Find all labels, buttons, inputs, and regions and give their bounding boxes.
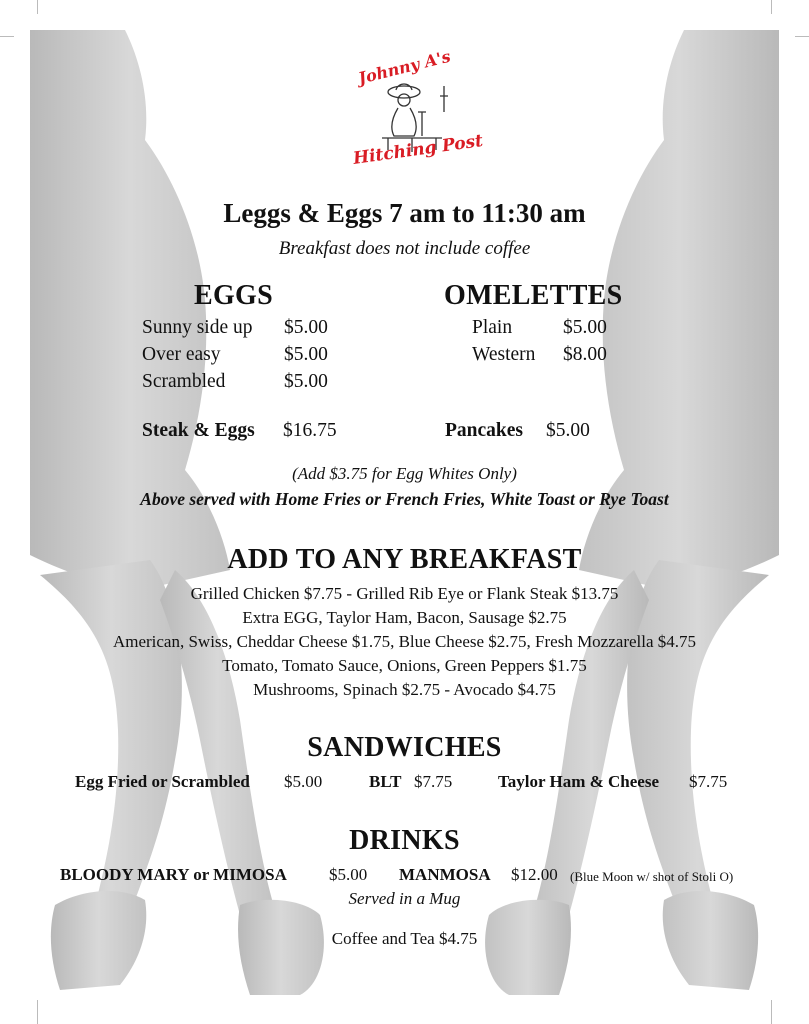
drink-item-price: $5.00 xyxy=(329,865,368,884)
coffee-tea-item: Coffee and Tea $4.75 xyxy=(331,929,478,948)
eggs-item-price: $5.00 xyxy=(284,317,328,338)
add-on-line: Extra EGG, Taylor Ham, Bacon, Sausage $2.75 xyxy=(242,608,567,627)
add-on-line: Tomato, Tomato Sauce, Onions, Green Peppers $1.75 xyxy=(222,656,587,675)
eggs-item-name: Sunny side up xyxy=(142,317,253,338)
crop-mark-bottom-left xyxy=(37,1000,38,1024)
eggs-item-name: Over easy xyxy=(142,344,221,365)
crop-mark-top-right-h xyxy=(795,36,809,37)
egg-whites-note: (Add $3.75 for Egg Whites Only) xyxy=(292,464,517,483)
drink-item-name: BLOODY MARY or MIMOSA xyxy=(60,865,287,884)
served-in-mug-note: Served in a Mug xyxy=(348,889,461,908)
steak-eggs-price: $16.75 xyxy=(283,420,337,441)
steak-eggs-name: Steak & Eggs xyxy=(142,420,255,441)
sandwich-item-name: Egg Fried or Scrambled xyxy=(75,772,250,791)
add-on-line: Mushrooms, Spinach $2.75 - Avocado $4.75 xyxy=(253,680,556,699)
page-subtitle: Breakfast does not include coffee xyxy=(278,238,531,259)
omelette-item-name: Plain xyxy=(472,317,513,338)
add-on-line: American, Swiss, Cheddar Cheese $1.75, Blue Cheese $2.75, Fresh Mozzarella $4.75 xyxy=(112,632,697,651)
page-title: Leggs & Eggs 7 am to 11:30 am xyxy=(223,198,586,228)
eggs-item-price: $5.00 xyxy=(284,371,328,392)
eggs-item-name: Scrambled xyxy=(142,371,226,392)
crop-mark-top-left xyxy=(37,0,38,14)
manmosa-note: (Blue Moon w/ shot of Stoli O) xyxy=(570,869,734,884)
sandwich-item-price: $5.00 xyxy=(284,772,323,791)
served-with-note: Above served with Home Fries or French Fries, White Toast or Rye Toast xyxy=(140,489,669,509)
sandwich-item-price: $7.75 xyxy=(689,772,728,791)
drink-item-price: $12.00 xyxy=(511,865,558,884)
pancakes-name: Pancakes xyxy=(445,420,523,441)
pancakes-price: $5.00 xyxy=(546,420,590,441)
crop-mark-bottom-right xyxy=(771,1000,772,1024)
omelette-item-name: Western xyxy=(472,344,536,365)
crop-mark-top-left-h xyxy=(0,36,14,37)
sandwich-item-price: $7.75 xyxy=(414,772,453,791)
logo-text-johnny: Johnny A's xyxy=(356,46,453,88)
omelette-item-price: $8.00 xyxy=(563,344,607,365)
sandwich-item-name: BLT xyxy=(369,772,402,791)
omelette-item-price: $5.00 xyxy=(563,317,607,338)
hitching-post-logo xyxy=(351,46,485,178)
add-to-any-heading: ADD TO ANY BREAKFAST xyxy=(227,544,582,575)
drink-item-name: MANMOSA xyxy=(399,865,491,884)
drinks-heading: DRINKS xyxy=(349,825,460,856)
omelettes-heading: OMELETTES xyxy=(444,280,623,311)
crop-mark-top-right xyxy=(771,0,772,14)
sandwich-item-name: Taylor Ham & Cheese xyxy=(498,772,660,791)
logo-text-hitching-post: Hitching Post xyxy=(351,130,485,169)
eggs-heading: EGGS xyxy=(194,280,274,311)
eggs-item-price: $5.00 xyxy=(284,344,328,365)
add-on-line: Grilled Chicken $7.75 - Grilled Rib Eye or Flank Steak $13.75 xyxy=(190,584,619,603)
sandwiches-heading: SANDWICHES xyxy=(307,732,502,763)
